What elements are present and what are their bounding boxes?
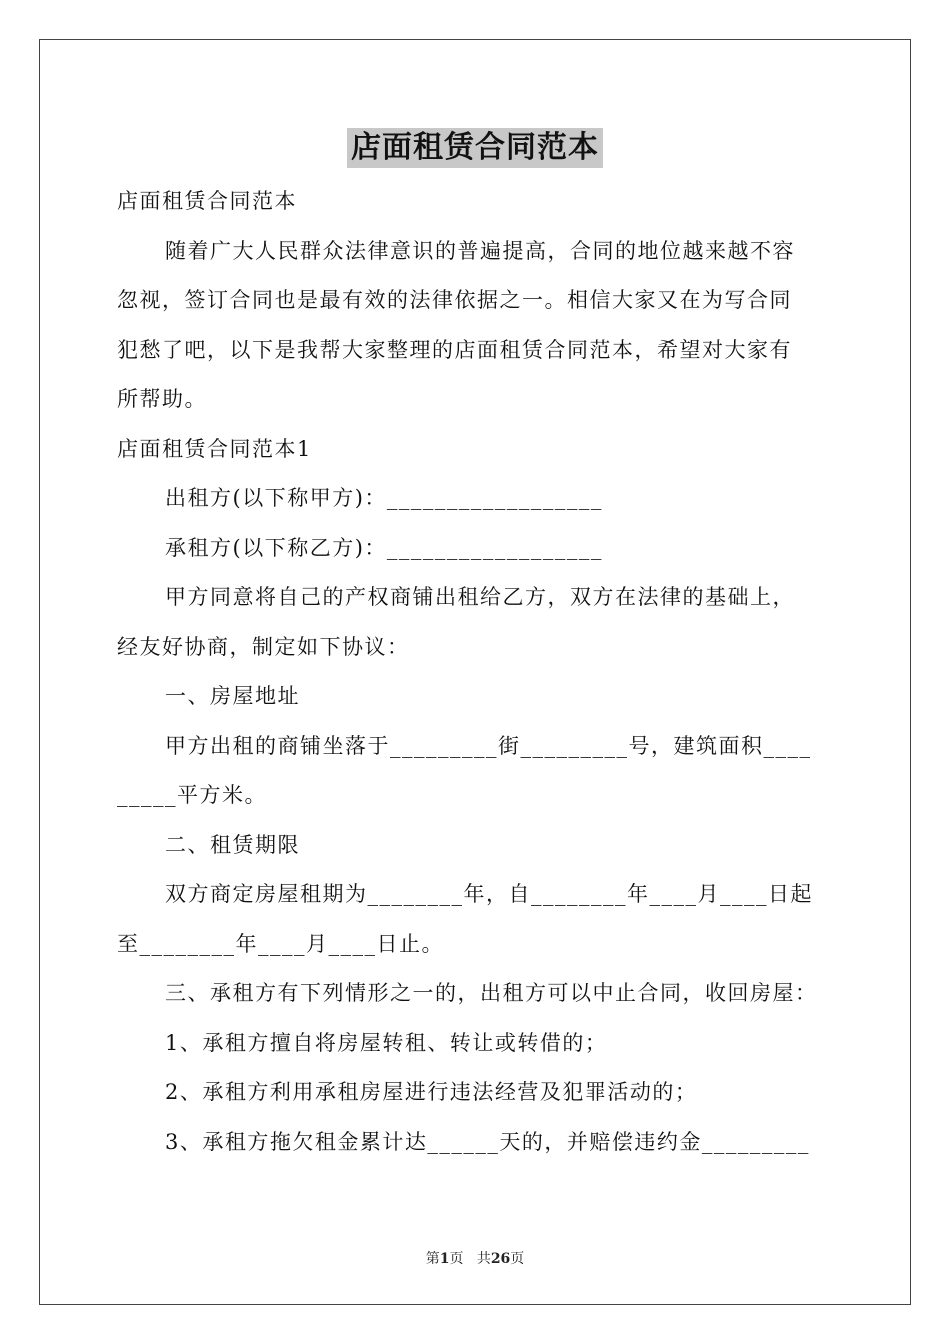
text-line: _____平方米。 [117, 783, 267, 807]
footer-total-unit: 页 [510, 1251, 525, 1267]
document-title: 店面租赁合同范本 [347, 128, 603, 168]
text-line: 甲方同意将自己的产权商铺出租给乙方，双方在法律的基础上， [165, 585, 795, 609]
footer-page-number: 1 [439, 1251, 450, 1267]
text-line: 忽视，签订合同也是最有效的法律依据之一。相信大家又在为写合同 [117, 288, 792, 312]
text-line: 二、租赁期限 [165, 832, 300, 857]
text-line: 1、承租方擅自将房屋转租、转让或转借的； [165, 1030, 608, 1055]
text-line: 所帮助。 [117, 387, 207, 411]
text-line: 店面租赁合同范本1 [117, 436, 312, 461]
text-line: 一、房屋地址 [165, 684, 300, 708]
footer-total-pages: 26 [490, 1251, 511, 1267]
footer-prefix: 第 [425, 1251, 440, 1267]
text-line: 双方商定房屋租期为________年，自________年____月____日起 [165, 882, 813, 906]
page-footer [0, 1248, 950, 1268]
text-line: 随着广大人民群众法律意识的普遍提高，合同的地位越来越不容 [165, 238, 795, 263]
text-line: 出租方(以下称甲方)：__________________ [165, 486, 603, 510]
footer-page-unit: 页 [449, 1251, 464, 1267]
text-line: 三、承租方有下列情形之一的，出租方可以中止合同，收回房屋： [165, 981, 818, 1005]
text-line: 店面租赁合同范本 [117, 189, 297, 213]
footer-total-prefix: 共 [476, 1251, 491, 1267]
text-line: 承租方(以下称乙方)：__________________ [165, 535, 603, 560]
text-line: 至________年____月____日止。 [117, 931, 444, 956]
text-line: 犯愁了吧，以下是我帮大家整理的店面租赁合同范本，希望对大家有 [117, 337, 792, 362]
text-line: 3、承租方拖欠租金累计达______天的，并赔偿违约金_________ [165, 1129, 810, 1154]
text-line: 甲方出租的商铺坐落于_________街_________号，建筑面积____ [165, 733, 812, 758]
title-container [0, 128, 950, 168]
text-line: 2、承租方利用承租房屋进行违法经营及犯罪活动的； [165, 1080, 698, 1104]
text-line: 经友好协商，制定如下协议： [117, 634, 410, 659]
document-body [117, 177, 837, 1167]
